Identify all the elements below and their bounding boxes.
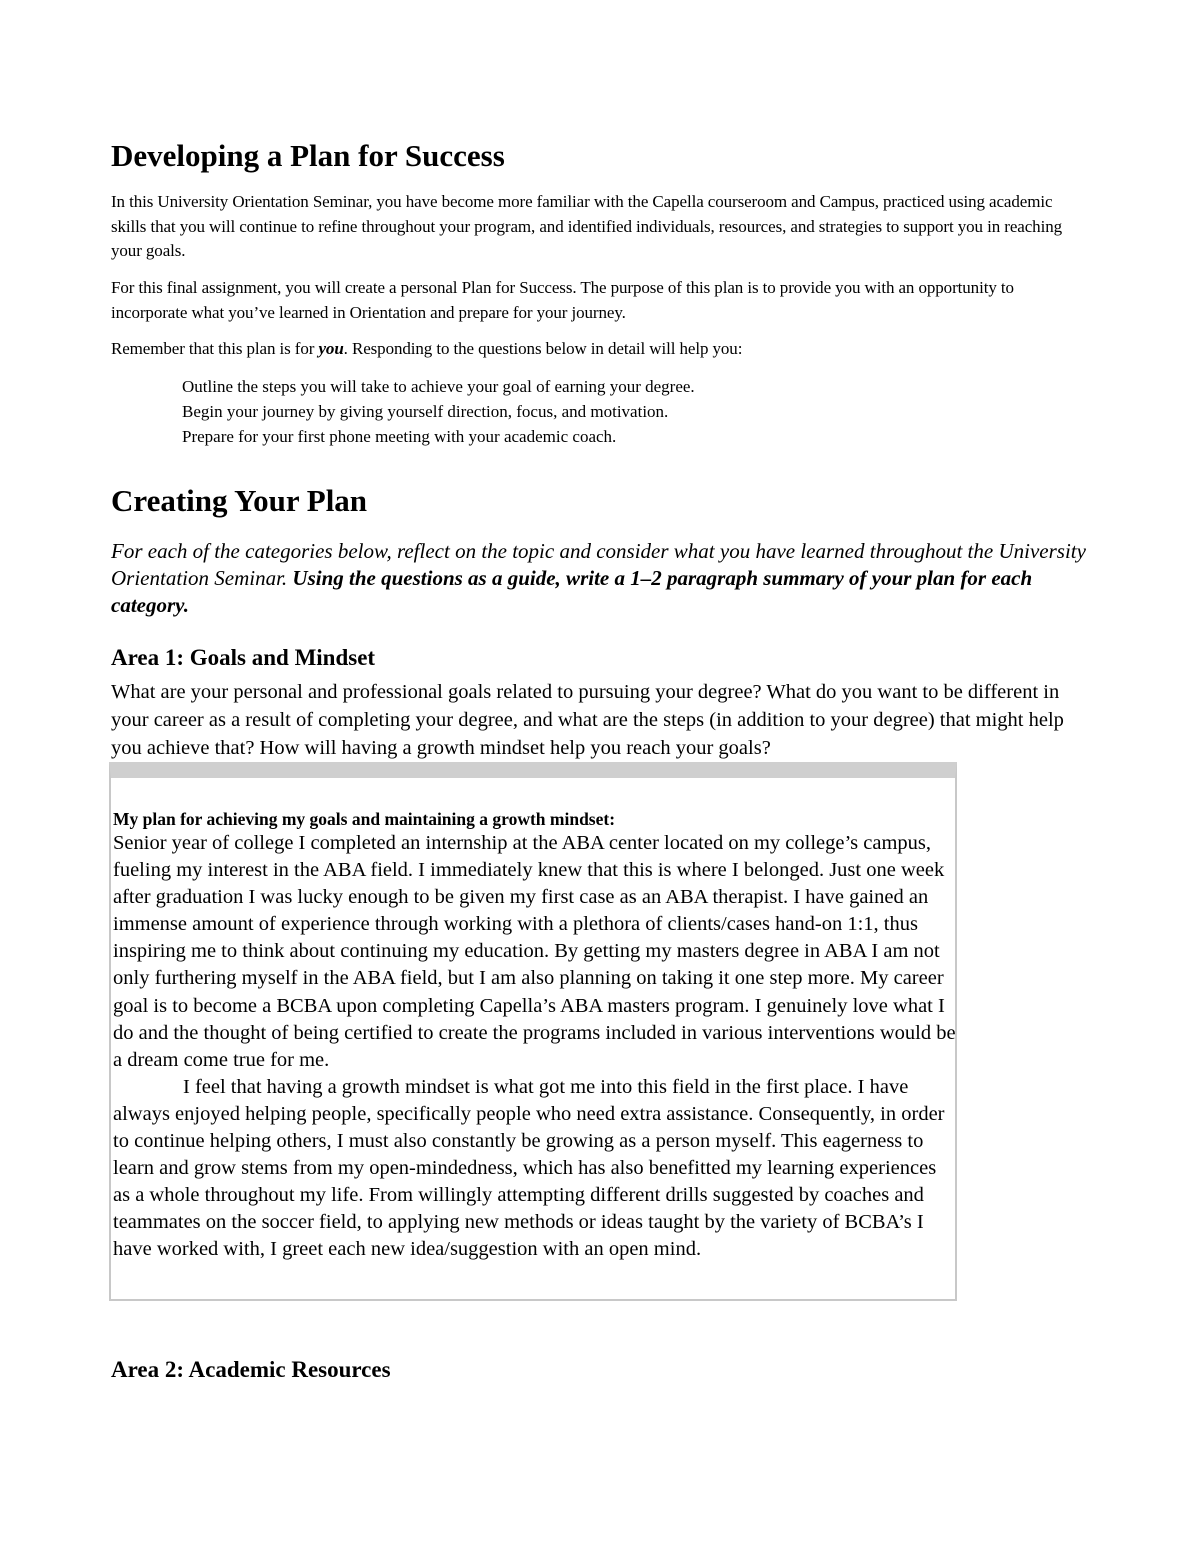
response-label: My plan for achieving my goals and maintaining a growth mindset: — [113, 809, 616, 829]
intro-paragraph-1: In this University Orientation Seminar, you have become more familiar with the Capella courseroom and Campus, practiced using academic skills that you will continue to refine throughout your program, and identified individuals, resources, and strategies to support you in reaching your goals. — [111, 192, 1062, 260]
response-paragraph-1: Senior year of college I completed an internship at the ABA center located on my college’s campus, fueling my interest in the ABA field. I immediately knew that this is where I belonged. Just one week after graduation I was lucky enough to be given my first case as an ABA therapist. I have gained an immense amount of experience through working with a plethora of clients/cases hand-on 1:1, thus inspiring me to think about continuing my education. By getting my masters degree in ABA I am not only furthering myself in the ABA field, but I am also planning on taking it one step more. My career goal is to become a BCBA upon completing Capella’s ABA masters program. I genuinely love what I do and the thought of being certified to create the programs included in various interventions would be a dream come true for me. — [113, 832, 956, 1071]
instructions — [111, 538, 1086, 619]
area1-response-field[interactable] — [109, 762, 957, 1301]
intro-paragraph-3 — [111, 337, 1091, 362]
area1-title: Area 1: Goals and Mindset — [111, 645, 376, 670]
response-paragraph-2: I feel that having a growth mindset is what got me into this field in the first place. I have always enjoyed helping people, specifically people who need extra assistance. Consequently, in order to continue helping others, I must also constantly be growing as a person myself. This eagerness to learn and grow stems from my open-mindedness, which has also benefitted my learning experiences as a whole throughout my life. From willingly attempting different drills suggested by coaches and teammates on the soccer field, to applying new methods or ideas taught by the variety of BCBA’s I have worked with, I greet each new idea/suggestion with an open mind. — [113, 1075, 945, 1261]
intro-p3-emphasis: you — [318, 339, 344, 358]
list-item: Begin your journey by giving yourself direction, focus, and motivation. — [182, 402, 669, 421]
instructions-bold-italic: Using the questions as a guide, write a 1–2 paragraph summary of your plan for each category. — [111, 566, 1033, 617]
intro-p3-after: . Responding to the questions below in detail will help you: — [343, 339, 743, 358]
instructions-italic: For each of the categories below, reflect on the topic and consider what you have learned throughout the University Orientation Seminar. — [111, 539, 1086, 590]
area2-title: Area 2: Academic Resources — [111, 1357, 391, 1382]
response-text[interactable] — [113, 830, 958, 1264]
list-item: Prepare for your first phone meeting with your academic coach. — [182, 427, 617, 446]
intro-p3-before: Remember that this plan is for — [111, 339, 319, 358]
section-title: Creating Your Plan — [111, 483, 368, 518]
area1-question: What are your personal and professional goals related to pursuing your degree? What do you want to be different in your career as a result of completing your degree, and what are the steps (in addition to your degree) that might help you achieve that? How will having a growth mindset help you reach your goals? — [111, 681, 1064, 759]
intro-paragraph-2: For this final assignment, you will create a personal Plan for Success. The purpose of this plan is to provide you with an opportunity to incorporate what you’ve learned in Orientation and prepare for your journey. — [111, 278, 1014, 322]
list-item: Outline the steps you will take to achieve your goal of earning your degree. — [182, 377, 695, 396]
intro-list — [182, 374, 695, 449]
page-title: Developing a Plan for Success — [111, 138, 505, 173]
